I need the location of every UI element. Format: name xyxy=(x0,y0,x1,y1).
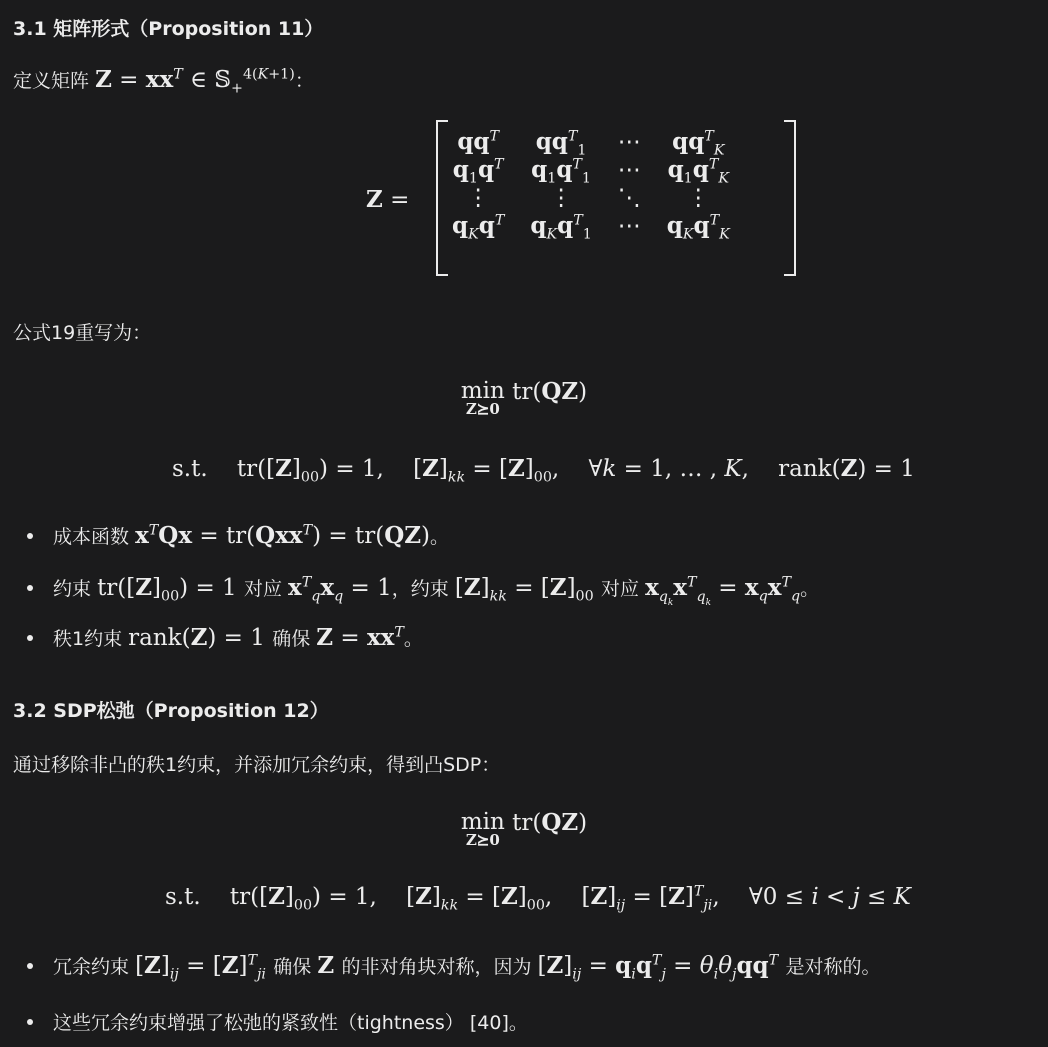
definition-text: 定义矩阵 xyxy=(13,70,90,92)
definition-formula: $Z = xx^T$ ∈ 𝕊$_+^{4(K+1)}$ xyxy=(95,66,295,97)
section-heading-3-2: 3.2 SDP松弛（Proposition 12） xyxy=(13,700,329,722)
bullet-dot xyxy=(27,635,33,641)
bullet-cost-function: 成本函数 $x^TQx = tr(Qxx^T) = tr(QZ)$。 xyxy=(27,522,449,549)
bullet-dot xyxy=(27,1019,33,1025)
matrix-lhs: Z = xyxy=(366,186,410,213)
bullet-dot xyxy=(27,533,33,539)
relaxation-text: 通过移除非凸的秩1约束，并添加冗余约束，得到凸SDP： xyxy=(13,754,501,776)
definition-colon: ： xyxy=(294,70,314,92)
bullet-dot xyxy=(27,963,33,969)
block-matrix xyxy=(436,120,796,276)
matrix-definition-line xyxy=(13,66,314,97)
section-heading-3-1: 3.1 矩阵形式（Proposition 11） xyxy=(13,18,324,40)
matrix-entries: $qq^T$ $qq^T_1$ ⋯ $qq^T_K$ $q_1q^T$ $q_1q^T_1$ ⋯ $q_1q^T_K$ ⋮ ⋮ ⋱ ⋮ $q_Kq^T$ $q_Kq^T_1$ ⋯ $q_Kq^T_K$ xyxy=(452,128,730,243)
objective-1: min Z⪰0 tr(QZ) xyxy=(460,378,588,418)
constraints-1: s.t. $tr([Z]_{00}) = 1$, $[Z]_{kk} = [Z]_{00}$, ∀k = 1, … , K, rank(Z) = 1 xyxy=(172,455,915,486)
bullet-tightness: 这些冗余约束增强了松弛的紧致性（tightness） [40]。 xyxy=(27,1008,528,1035)
bullet-dot xyxy=(27,585,33,591)
bullet-redundant-constraint: 冗余约束 $[Z]_{ij} = [Z]^T_{ji}$ 确保 Z 的非对角块对称，因为 $[Z]_{ij} = q_iq^T_j = \theta_i\theta_jqq^T$ 是对称的。 xyxy=(27,952,880,979)
right-bracket xyxy=(784,120,796,276)
objective-2: min Z⪰0 tr(QZ) xyxy=(460,809,588,849)
bullet-rank-constraint: 秩1约束 rank(Z) = 1 确保 $Z = xx^T$。 xyxy=(27,624,423,651)
left-bracket xyxy=(436,120,448,276)
bullet-constraint-correspondence: 约束 $tr([Z]_{00}) = 1$ 对应 $x^T_qx_q = 1$，约束 $[Z]_{kk} = [Z]_{00}$ 对应 $x_{q_k}x^T_{q_k} = x_qx^T_q$。 xyxy=(27,574,819,602)
rewrite-text: 公式19重写为： xyxy=(13,322,152,344)
constraints-2: s.t. $tr([Z]_{00}) = 1$, $[Z]_{kk} = [Z]_{00}$, $[Z]_{ij} = [Z]^T_{ji}$, ∀0 ≤ i < j ≤ K xyxy=(165,883,911,914)
